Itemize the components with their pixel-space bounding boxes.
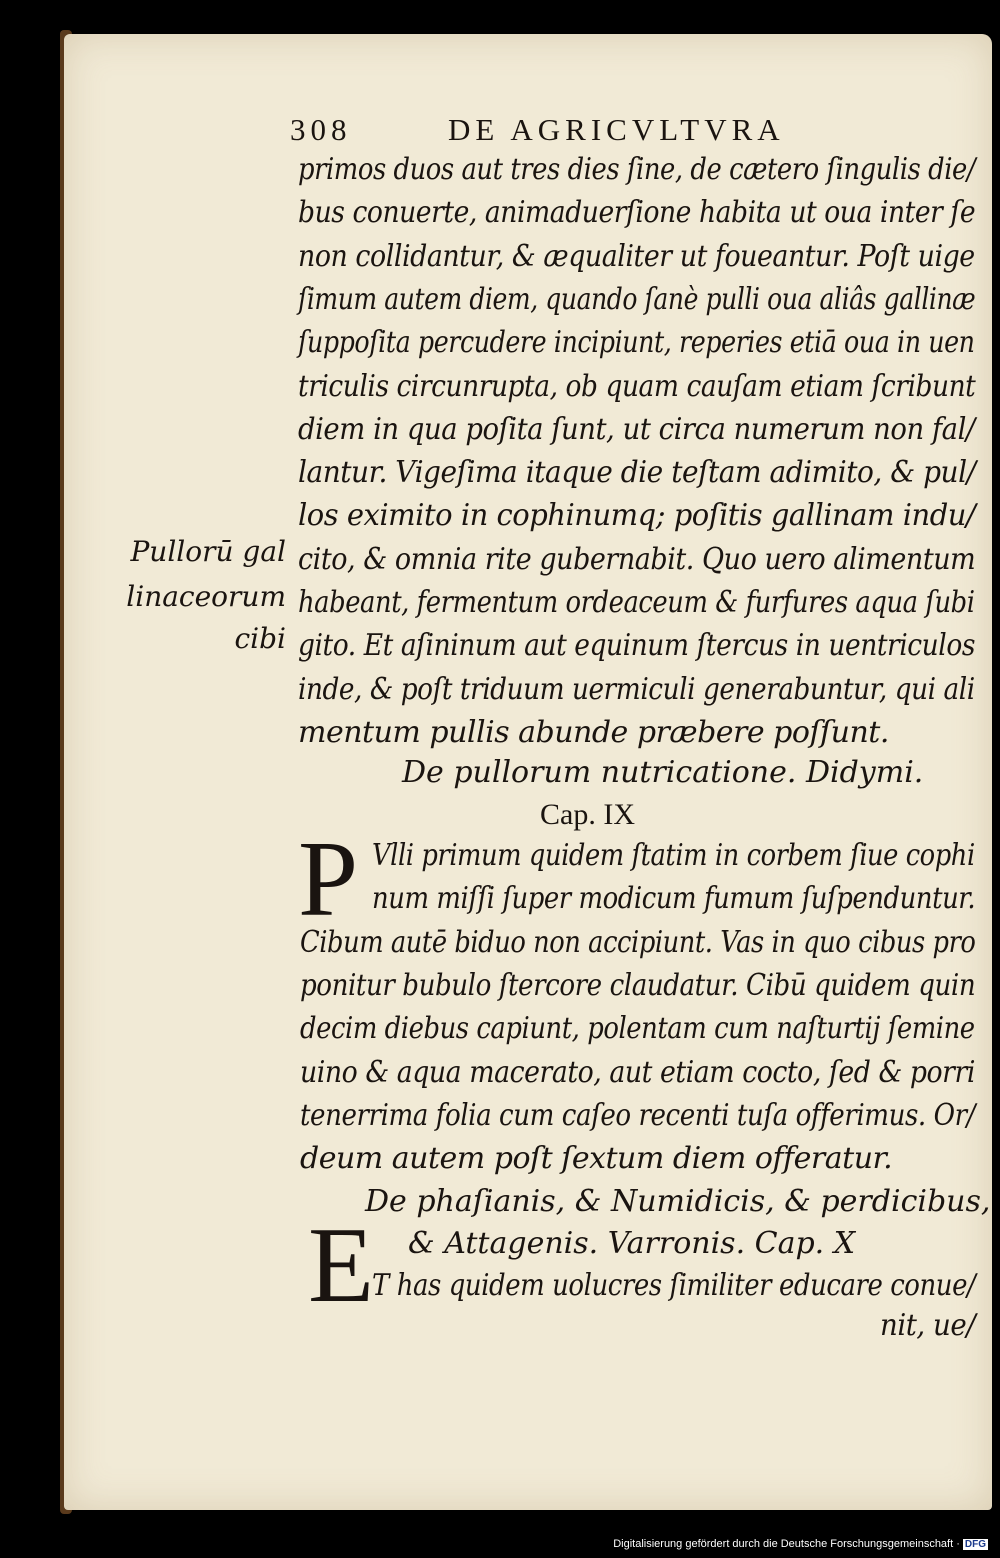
drop-cap-p: P <box>298 820 359 939</box>
chapter-label-ix: Cap. IX <box>540 798 635 831</box>
credit-text: Digitalisierung gefördert durch die Deutsche Forschungsgemeinschaft · <box>613 1538 960 1550</box>
body-line-8: lantur. Vigeſima itaque die teſtam adimito, & pul/ <box>298 455 976 491</box>
catchword: nit, ue/ <box>880 1308 976 1343</box>
running-title: DE AGRICVLTVRA <box>448 112 785 147</box>
section-title-nutricatione: De pullorum nutricatione. Didymi. <box>402 755 924 790</box>
section1-line-4: ponitur bubulo ſtercore claudatur. Cibū quidem quin <box>300 967 976 1003</box>
body-line-4: ſimum autem diem, quando ſanè pulli oua aliâs gallinæ <box>298 281 976 317</box>
body-line-10: cito, & omnia rite gubernabit. Quo uero alimentum <box>298 541 976 577</box>
body-line-12: gito. Et aſininum aut equinum ſtercus in uentriculos <box>298 628 975 664</box>
section-title-phasianis-2: & Attagenis. Varronis. Cap. X <box>408 1226 856 1261</box>
body-line-14: mentum pullis abunde præbere poſſunt. <box>298 714 889 750</box>
page-number: 308 <box>290 112 352 147</box>
body-line-5: ſuppoſita percudere incipiunt, reperies etiā oua in uen <box>298 325 975 361</box>
section2-line-1: T has quidem uolucres ſimiliter educare conue/ <box>372 1268 976 1303</box>
body-line-6: triculis circunrupta, ob quam cauſam etiam ſcribunt <box>298 368 976 404</box>
dfg-logo: DFG <box>964 1539 986 1550</box>
section1-line-8: deum autem poſt ſextum diem offeratur. <box>300 1141 893 1177</box>
body-line-9: los eximito in cophinumq; poſitis gallinam indu/ <box>298 498 976 534</box>
drop-cap-e: E <box>308 1206 374 1325</box>
body-line-13: inde, & poſt triduum uermiculi generabuntur, qui ali <box>298 671 975 707</box>
body-line-11: habeant, fermentum ordeaceum & furfures aqua ſubi <box>298 585 975 620</box>
body-line-1: primos duos aut tres dies ſine, de cætero ſingulis die/ <box>298 152 976 187</box>
margin-note-line-1: Pullorū gal <box>130 535 286 568</box>
section1-line-2: num miſſi ſuper modicum fumum ſuſpenduntur. <box>372 881 976 917</box>
section1-line-5: decim diebus capiunt, polentam cum naſturtij ſemine <box>300 1011 975 1047</box>
section1-line-6: uino & aqua macerato, aut etiam cocto, ſed & porri <box>300 1054 975 1090</box>
section1-line-3: Cibum autē biduo non accipiunt. Vas in quo cibus pro <box>300 924 976 960</box>
body-line-2: bus conuerte, animaduerſione habita ut oua inter ſe <box>298 195 976 231</box>
section1-line-1: Vlli primum quidem ſtatim in corbem ſiue cophi <box>372 838 975 873</box>
section-title-phasianis-1: De phaſianis, & Numidicis, & perdicibus, <box>365 1184 991 1219</box>
body-line-3: non collidantur, & æqualiter ut foueantur. Poſt uige <box>298 238 975 274</box>
section1-line-7: tenerrima folia cum caſeo recenti tuſa offerimus. Or/ <box>300 1097 975 1133</box>
digitization-credit <box>613 1538 988 1550</box>
body-line-7: diem in qua poſita ſunt, ut circa numerum non fal/ <box>298 411 975 447</box>
margin-note-line-2: linaceorum <box>126 580 286 613</box>
margin-note-line-3: cibi <box>234 622 286 655</box>
